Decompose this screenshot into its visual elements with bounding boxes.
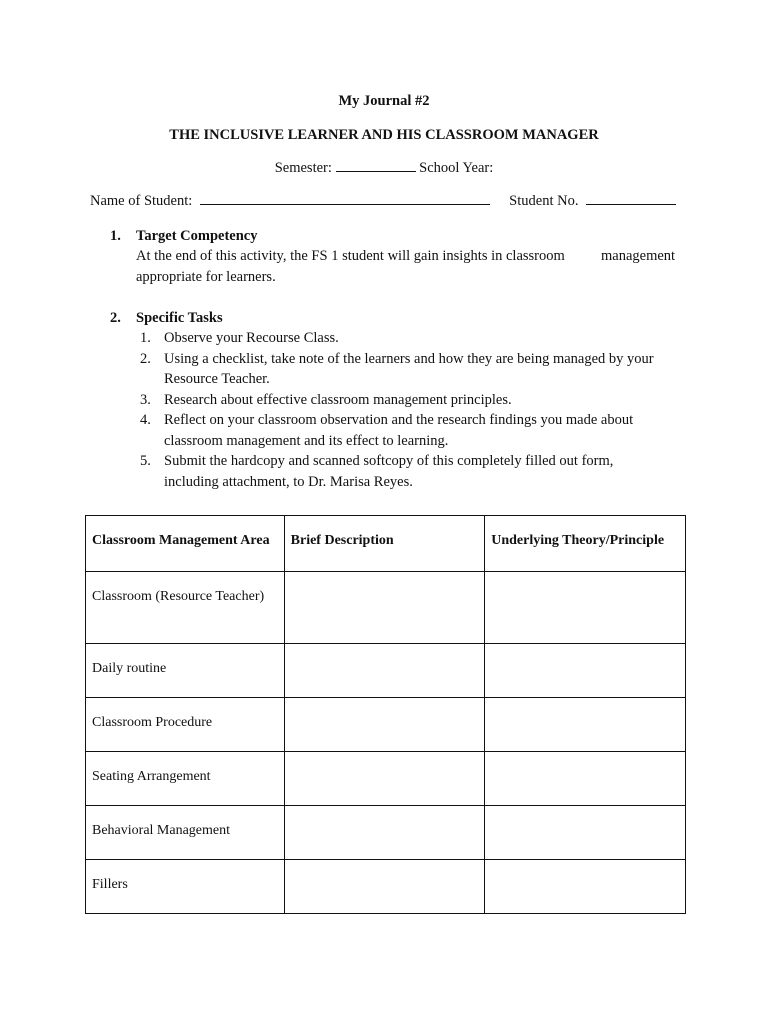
task-number: 4. bbox=[140, 412, 151, 428]
task-number: 5. bbox=[140, 453, 151, 469]
table-cell-area: Seating Arrangement bbox=[86, 752, 285, 806]
table-cell-area: Classroom (Resource Teacher) bbox=[86, 572, 285, 644]
task-item bbox=[136, 390, 684, 411]
table-cell-description[interactable] bbox=[284, 806, 485, 860]
table-cell-theory[interactable] bbox=[485, 860, 686, 914]
section-1-text-line1-tail: management bbox=[601, 248, 676, 264]
student-name-blank[interactable] bbox=[200, 194, 490, 205]
student-name-label: Name of Student: bbox=[90, 193, 193, 209]
task-text: Observe your Recourse Class. bbox=[164, 330, 339, 346]
section-1-text-line2: appropriate for learners. bbox=[136, 269, 276, 285]
task-text: Research about effective classroom management principles. bbox=[164, 391, 512, 408]
table-row bbox=[86, 860, 686, 914]
student-row bbox=[90, 193, 676, 210]
table-row bbox=[86, 698, 686, 752]
task-number: 3. bbox=[140, 391, 151, 408]
table-cell-theory[interactable] bbox=[485, 806, 686, 860]
table-row bbox=[86, 572, 686, 644]
table-header-cell: Classroom Management Area bbox=[86, 516, 285, 572]
table-row bbox=[86, 644, 686, 698]
semester-row bbox=[0, 160, 768, 177]
table-cell-description[interactable] bbox=[284, 752, 485, 806]
task-list bbox=[136, 328, 684, 492]
table-cell-description[interactable] bbox=[284, 644, 485, 698]
section-1-number: 1. bbox=[110, 228, 121, 244]
task-number: 2. bbox=[140, 350, 151, 367]
task-text: Using a checklist, take note of the learners and how they are being managed by your bbox=[164, 350, 654, 367]
table-cell-area: Fillers bbox=[86, 860, 285, 914]
section-2-heading: Specific Tasks bbox=[136, 310, 223, 326]
table-header-cell: Underlying Theory/Principle bbox=[485, 516, 686, 572]
school-year-label: School Year: bbox=[419, 160, 494, 176]
table-cell-area: Daily routine bbox=[86, 644, 285, 698]
table-header-cell: Brief Description bbox=[284, 516, 485, 572]
task-item bbox=[136, 349, 684, 390]
section-2-number: 2. bbox=[110, 310, 121, 326]
task-text-continued: classroom management and its effect to learning. bbox=[164, 432, 449, 449]
task-text: Submit the hardcopy and scanned softcopy of this completely filled out form, bbox=[164, 453, 614, 469]
table-cell-theory[interactable] bbox=[485, 644, 686, 698]
table-cell-theory[interactable] bbox=[485, 752, 686, 806]
journal-title: My Journal #2 bbox=[338, 93, 430, 109]
table-cell-theory[interactable] bbox=[485, 698, 686, 752]
table-cell-description[interactable] bbox=[284, 860, 485, 914]
section-1-heading: Target Competency bbox=[136, 228, 258, 244]
task-item bbox=[136, 451, 684, 492]
task-text: Reflect on your classroom observation and the research findings you made about bbox=[164, 412, 634, 428]
table-cell-area: Classroom Procedure bbox=[86, 698, 285, 752]
table-row bbox=[86, 806, 686, 860]
table-header-row bbox=[86, 516, 686, 572]
task-text-continued: including attachment, to Dr. Marisa Reyes. bbox=[164, 473, 413, 490]
student-no-label: Student No. bbox=[509, 193, 579, 209]
student-no-blank[interactable] bbox=[586, 194, 676, 205]
table-cell-description[interactable] bbox=[284, 698, 485, 752]
task-number: 1. bbox=[140, 330, 151, 346]
document-title: THE INCLUSIVE LEARNER AND HIS CLASSROOM MANAGER bbox=[169, 127, 599, 143]
section-1-text-line1: At the end of this activity, the FS 1 student will gain insights in classroom bbox=[136, 248, 565, 264]
semester-blank[interactable] bbox=[336, 161, 416, 172]
table-cell-description[interactable] bbox=[284, 572, 485, 644]
task-text-continued: Resource Teacher. bbox=[164, 371, 270, 387]
task-item bbox=[136, 328, 684, 349]
semester-label: Semester: bbox=[274, 160, 332, 176]
table-row bbox=[86, 752, 686, 806]
table-cell-theory[interactable] bbox=[485, 572, 686, 644]
task-item bbox=[136, 410, 684, 451]
table-cell-area: Behavioral Management bbox=[86, 806, 285, 860]
classroom-management-table bbox=[85, 515, 686, 914]
